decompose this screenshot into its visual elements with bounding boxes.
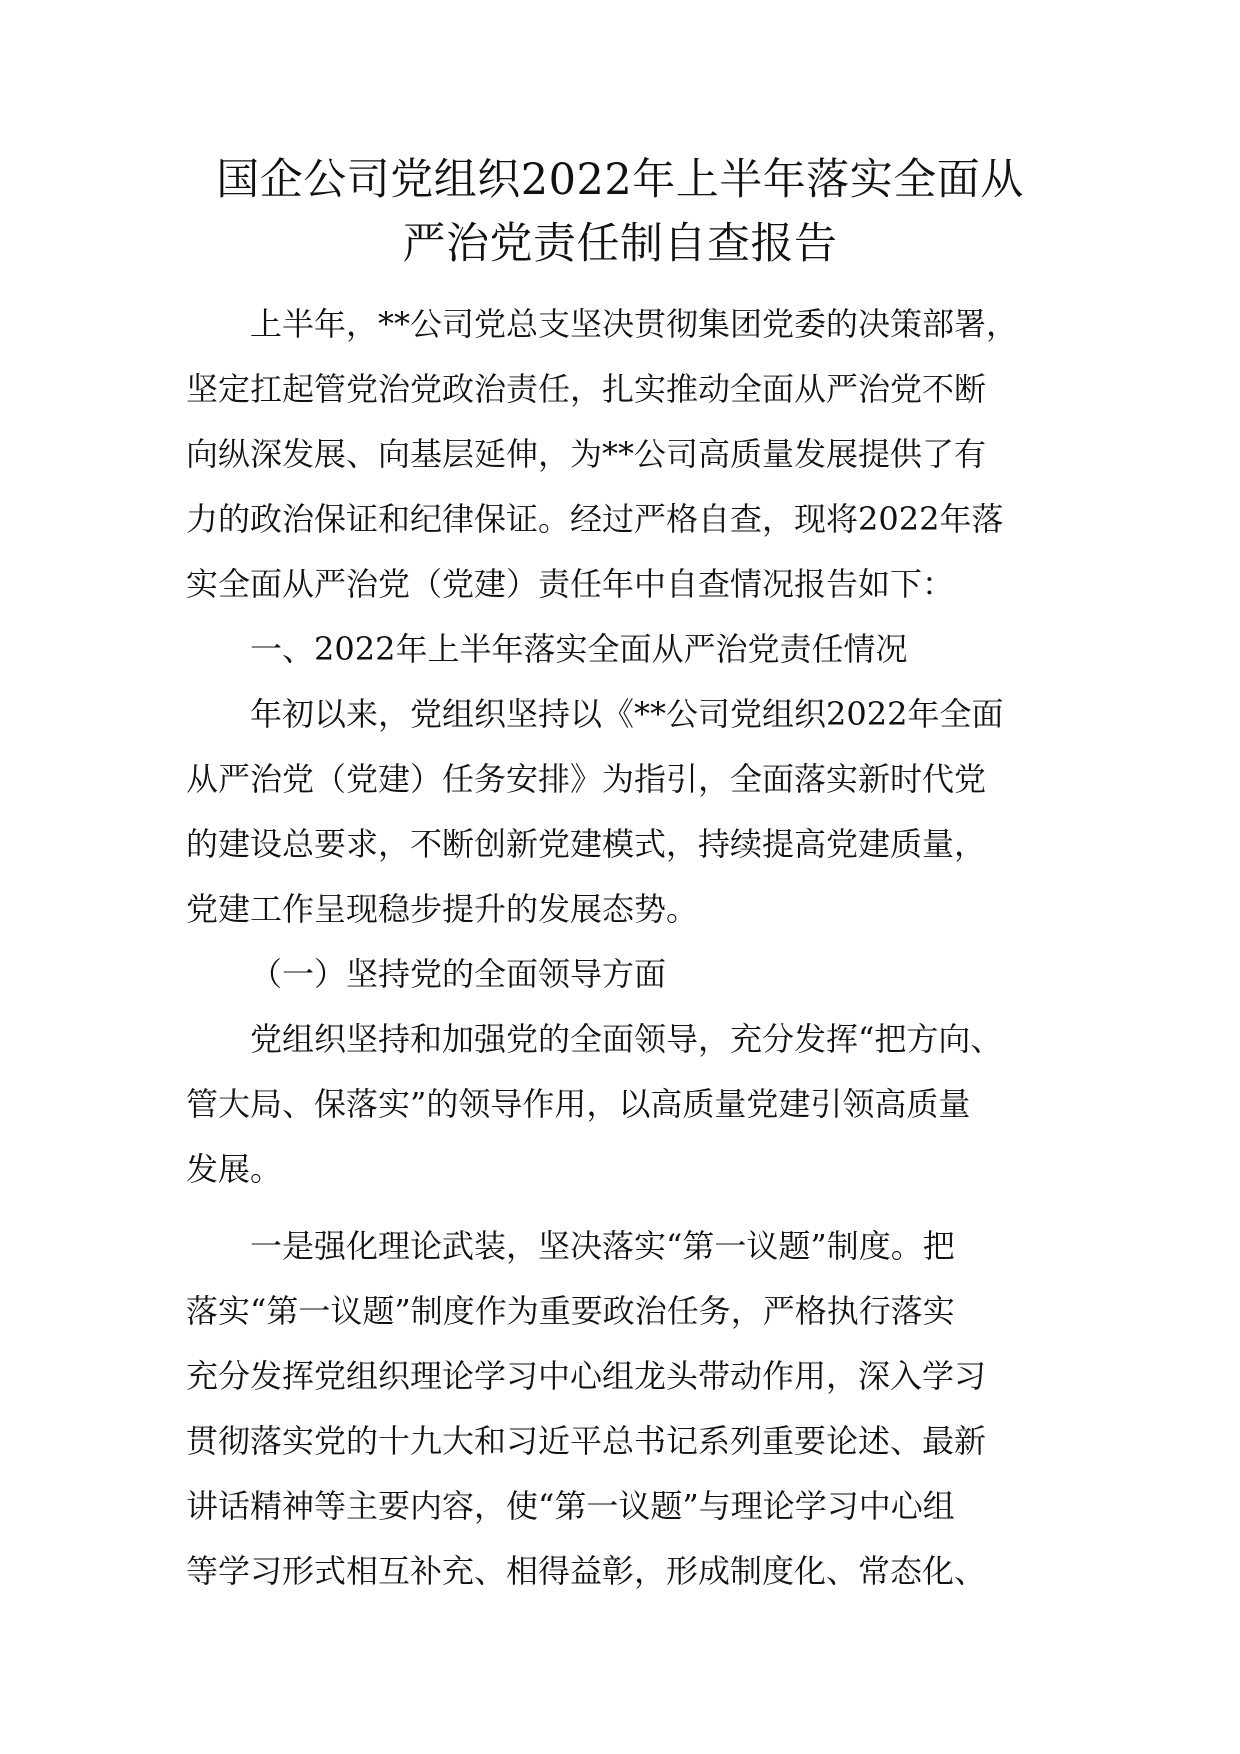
paragraph-line: 上半年，**公司党总支坚决贯彻集团党委的决策部署，	[250, 305, 1019, 343]
paragraph-line: 坚定扛起管党治党政治责任，扎实推动全面从严治党不断	[186, 370, 987, 408]
document-title	[160, 148, 1080, 276]
subsection-heading: （一）坚持党的全面领导方面	[250, 955, 667, 993]
paragraph-line: 落实“第一议题”制度作为重要政治任务，严格执行落实	[186, 1292, 955, 1330]
paragraph-line: 党建工作呈现稳步提升的发展态势。	[186, 890, 699, 928]
paragraph-line: 管大局、保落实”的领导作用，以高质量党建引领高质量	[186, 1085, 971, 1123]
paragraph-line: 等学习形式相互补充、相得益彰，形成制度化、常态化、	[186, 1552, 987, 1590]
paragraph-line: 向纵深发展、向基层延伸，为**公司高质量发展提供了有	[186, 435, 987, 473]
paragraph-line: 力的政治保证和纪律保证。经过严格自查，现将2022年落	[186, 500, 1004, 538]
paragraph-line: 一是强化理论武装，坚决落实“第一议题”制度。把	[250, 1227, 955, 1265]
paragraph-line: 从严治党（党建）任务安排》为指引，全面落实新时代党	[186, 760, 987, 798]
paragraph-line: 实全面从严治党（党建）责任年中自查情况报告如下：	[186, 565, 955, 603]
paragraph-line: 充分发挥党组织理论学习中心组龙头带动作用，深入学习	[186, 1357, 987, 1395]
paragraph-line: 年初以来，党组织坚持以《**公司党组织2022年全面	[250, 695, 1004, 733]
section-heading: 一、2022年上半年落实全面从严治党责任情况	[250, 630, 908, 668]
document-body	[186, 292, 1066, 1604]
title-line: 严治党责任制自查报告	[402, 219, 838, 269]
paragraph-line: 贯彻落实党的十九大和习近平总书记系列重要论述、最新	[186, 1422, 987, 1460]
paragraph-line: 党组织坚持和加强党的全面领导，充分发挥“把方向、	[250, 1020, 1003, 1058]
paragraph-line: 发展。	[186, 1150, 283, 1188]
paragraph-line: 的建设总要求，不断创新党建模式，持续提高党建质量，	[186, 825, 987, 863]
paragraph-gap	[186, 1202, 1066, 1214]
paragraph-line: 讲话精神等主要内容，使“第一议题”与理论学习中心组	[186, 1487, 955, 1525]
title-line: 国企公司党组织2022年上半年落实全面从	[216, 155, 1024, 205]
